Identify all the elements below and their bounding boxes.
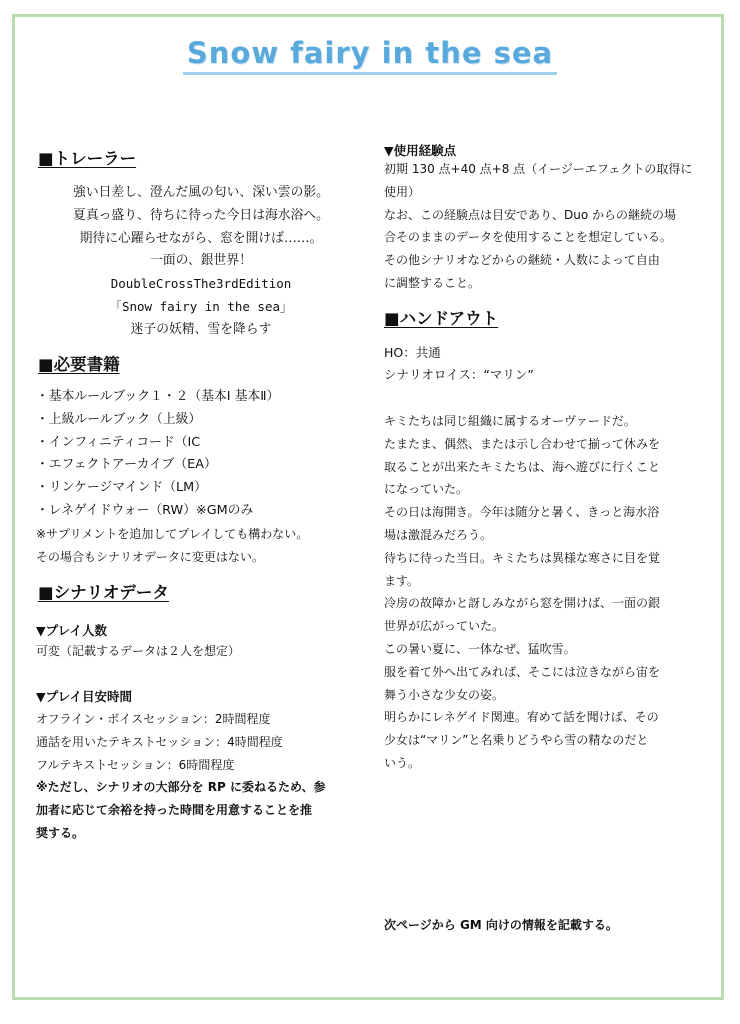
handout-line: いう。 <box>384 755 421 770</box>
handout-line: 少女は“マリン”と名乗りどうやら雪の精なのだと <box>384 733 649 748</box>
trailer-text <box>36 182 366 342</box>
players-heading: ▼プレイ人数 <box>36 623 107 638</box>
trailer-heading: ■トレーラー <box>38 149 137 168</box>
list-item: ・エフェクトアーカイブ（EA） <box>36 457 217 473</box>
time-line: オフライン・ボイスセッション：2時間程度 <box>36 712 271 726</box>
handout-line: 服を着て外へ出てみれば、そこには泣きながら宙を <box>384 664 661 679</box>
experience-line: 初期 130 点+40 点+8 点（イージーエフェクトの取得に <box>384 162 693 176</box>
handout-line: キミたちは同じ組織に属するオーヴァードだ。 <box>384 414 636 428</box>
time-heading: ▼プレイ目安時間 <box>36 689 132 704</box>
footer-note: 次ページから GM 向けの情報を記載する。 <box>384 918 618 932</box>
books-heading: ■必要書籍 <box>38 355 120 374</box>
handout-line: 場は激混みだろう。 <box>384 527 493 542</box>
list-item: ・リンケージマインド（LM） <box>36 480 207 496</box>
books-note: ※サプリメントを追加してプレイしても構わない。 <box>36 526 309 541</box>
books-list <box>36 386 308 568</box>
trailer-line: 迷子の妖精、雪を降らす <box>130 321 272 337</box>
experience-line: なお、この経験点は目安であり、Duo からの継続の場 <box>384 207 677 222</box>
trailer-line: 夏真っ盛り、待ちに待った今日は海水浴へ。 <box>73 207 329 223</box>
time-note: 奨する。 <box>36 825 85 840</box>
handout-lois: シナリオロイス：“マリン” <box>384 367 534 382</box>
players-text: 可変（記載するデータは２人を想定） <box>36 644 241 658</box>
experience-text <box>384 158 692 295</box>
handout-line: たまたま、偶然、または示し合わせて揃って休みを <box>384 436 661 451</box>
trailer-line: 期待に心躍らせながら、窓を開けば……。 <box>79 230 323 246</box>
experience-heading: ▼使用経験点 <box>384 143 457 158</box>
trailer-line: DoubleCrossThe3rdEdition <box>110 276 292 292</box>
list-item: ・基本ルールブック１・２（基本Ⅰ 基本Ⅱ） <box>36 389 280 404</box>
time-line: フルテキストセッション：6時間程度 <box>36 757 235 772</box>
scenario-heading: ■シナリオデータ <box>38 583 169 602</box>
experience-line: 使用） <box>384 184 421 199</box>
handout-text <box>384 410 660 775</box>
handout-line: その日は海開き。今年は随分と暑く、きっと海水浴 <box>384 505 660 520</box>
handout-line: 冷房の故障かと訝しみながら窓を開けば、一面の銀 <box>384 596 661 611</box>
handout-line: この暑い夏に、一体なぜ、猛吹雪。 <box>384 641 576 656</box>
trailer-line: 強い日差し、澄んだ風の匂い、深い雲の影。 <box>73 185 329 200</box>
handout-line: になっていた。 <box>384 482 469 497</box>
handout-heading: ■ハンドアウト <box>384 309 499 328</box>
handout-line: ます。 <box>384 573 420 588</box>
handout-line: 舞う小さな少女の姿。 <box>384 687 505 702</box>
handout-ho: HO：共通 <box>384 345 441 360</box>
list-item: ・上級ルールブック（上級） <box>36 411 202 427</box>
list-item: ・レネゲイドウォー（RW）※GMのみ <box>36 502 254 518</box>
list-item: ・インフィニティコード（IC <box>36 434 201 450</box>
time-list <box>36 708 325 845</box>
trailer-line: 「Snow fairy in the sea」 <box>109 298 293 314</box>
handout-line: 世界が広がっていた。 <box>384 619 505 634</box>
time-note: 加者に応じて余裕を持った時間を用意することを推 <box>36 803 313 818</box>
experience-line: に調整すること。 <box>384 275 481 290</box>
time-line: 通話を用いたテキストセッション：4時間程度 <box>36 734 283 749</box>
experience-line: その他シナリオなどからの継続・人数によって自由 <box>384 253 660 268</box>
handout-line: 明らかにレネゲイド関連。宥めて話を聞けば、その <box>384 710 659 725</box>
handout-line: 待ちに待った当日。キミたちは異様な寒さに目を覚 <box>384 550 661 565</box>
books-note: その場合もシナリオデータに変更はない。 <box>36 549 264 564</box>
time-note: ※ただし、シナリオの大部分を RP に委ねるため、参 <box>36 780 326 795</box>
handout-line: 取ることが出来たキミたちは、海へ遊びに行くこと <box>384 459 661 474</box>
document-title: Snow fairy in the sea <box>0 36 740 70</box>
trailer-line: 一面の、銀世界！ <box>150 253 252 269</box>
experience-line: 合そのままのデータを使用することを想定している。 <box>384 230 673 245</box>
